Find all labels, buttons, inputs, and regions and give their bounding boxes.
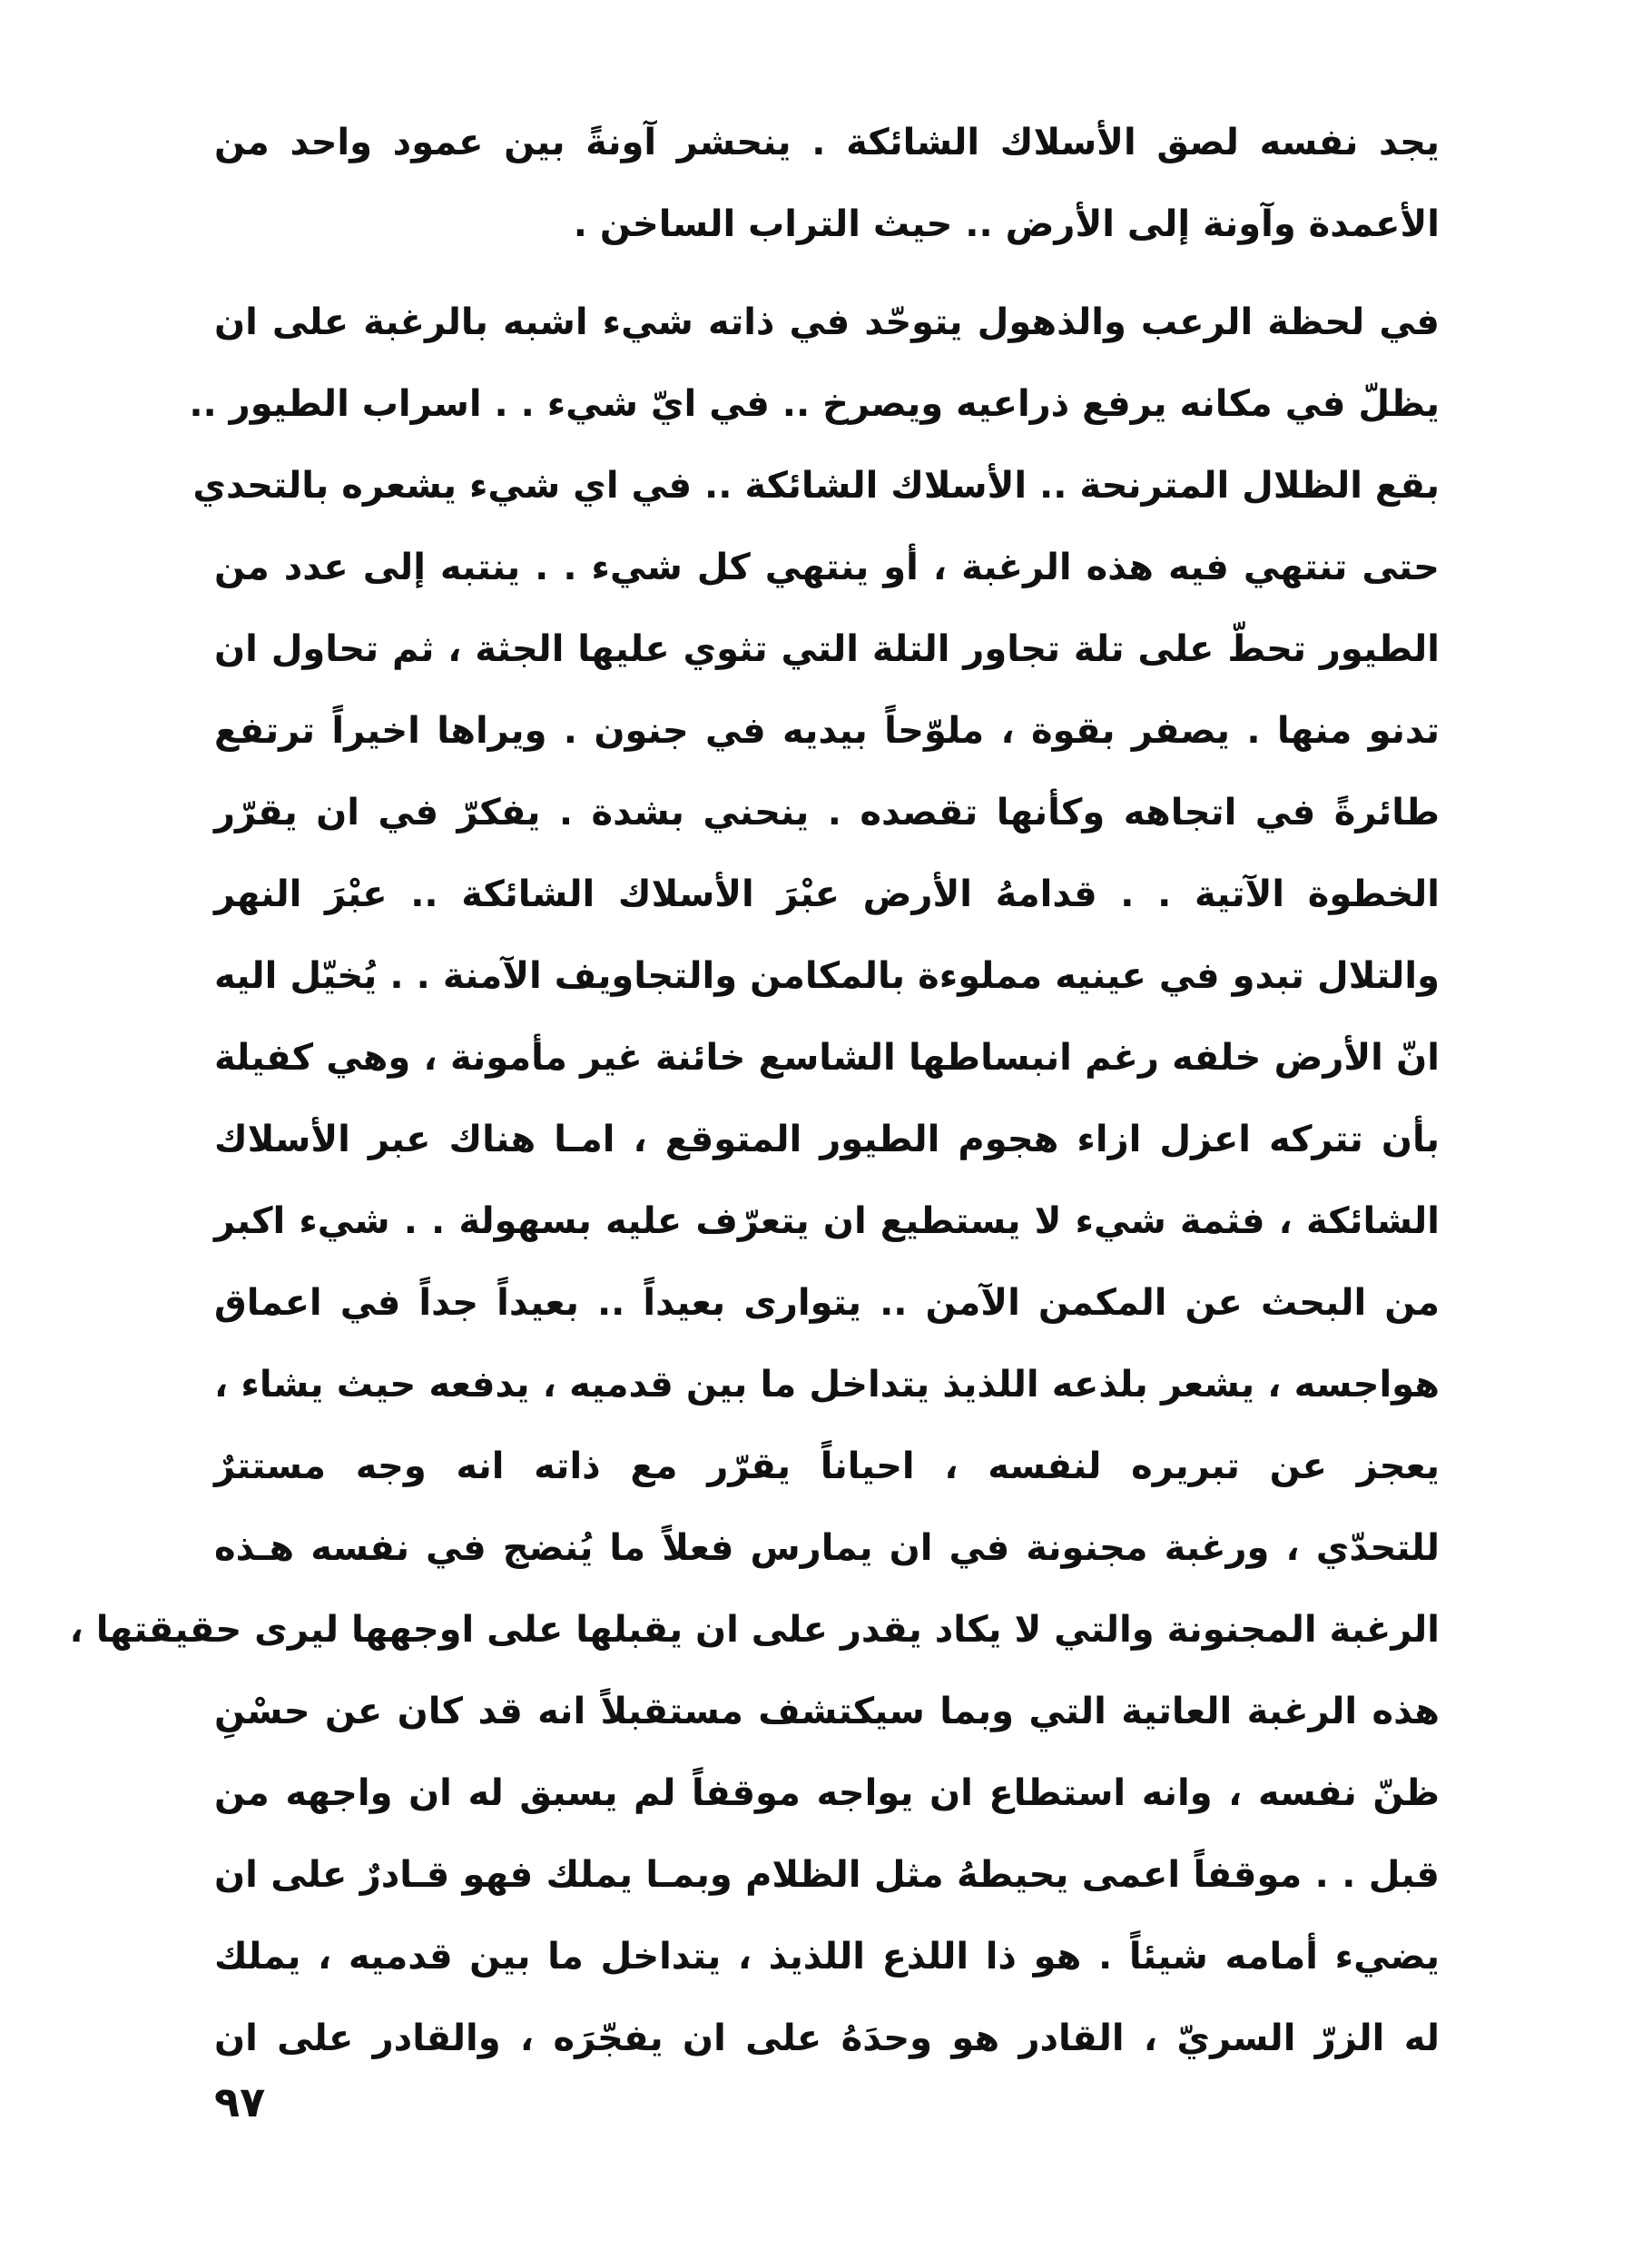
text-line: طائرةً في اتجاهه وكأنها تقصده . ينحني بشدة . يفكرّ في ان يقرّر (214, 792, 1440, 834)
text-line: هواجسه ، يشعر بلذعه اللذيذ يتداخل ما بين قدميه ، يدفعه حيث يشاء ، (214, 1364, 1440, 1406)
text-line: يعجز عن تبريره لنفسه ، احياناً يقرّر مع ذاته انه وجه مستترٌ (214, 1445, 1440, 1487)
text-line: في لحظة الرعب والذهول يتوحّد في ذاته شيء اشبه بالرغبة على ان (214, 301, 1440, 343)
text-line: ظنّ نفسه ، وانه استطاع ان يواجه موقفاً لم يسبق له ان واجهه من (214, 1772, 1440, 1814)
text-line: والتلال تبدو في عينيه مملوءة بالمكامن والتجاويف الآمنة . . يُخيّل اليه (214, 955, 1440, 997)
text-line: بقع الظلال المترنحة .. الأسلاك الشائكة .. في اي شيء يشعره بالتحدي (192, 465, 1440, 507)
paragraph-gap (214, 265, 1440, 281)
page-number: ٩٧ (214, 2077, 266, 2126)
text-line: من البحث عن المكمن الآمن .. يتوارى بعيداً .. بعيداً جداً في اعماق (214, 1282, 1440, 1324)
body-text (69, 102, 1440, 2079)
text-line: بأن تتركه اعزل ازاء هجوم الطيور المتوقع ، امـا هناك عبر الأسلاك (214, 1119, 1440, 1160)
text-line: انّ الأرض خلفه رغم انبساطها الشاسع خائنة غير مأمونة ، وهي كفيلة (214, 1037, 1440, 1079)
text-line: قبل . . موقفاً اعمى يحيطهُ مثل الظلام وبمـا يملك فهو قـادرٌ على ان (214, 1854, 1440, 1896)
text-line: الرغبة المجنونة والتي لا يكاد يقدر على ان يقبلها على اوجهها ليرى حقيقتها ، (69, 1609, 1440, 1651)
text-line: يظلّ في مكانه يرفع ذراعيه ويصرخ .. في ايّ شيء . . اسراب الطيور .. (189, 383, 1440, 425)
text-line: للتحدّي ، ورغبة مجنونة في ان يمارس فعلاً ما يُنضج في نفسه هـذه (214, 1527, 1440, 1569)
text-line: حتى تنتهي فيه هذه الرغبة ، أو ينتهي كل شيء . . ينتبه إلى عدد من (214, 547, 1440, 588)
text-line: له الزرّ السريّ ، القادر هو وحدَهُ على ان يفجّرَه ، والقادر على ان (214, 2017, 1440, 2059)
paragraph-2 (69, 281, 1440, 2079)
text-line: الأعمدة وآونة إلى الأرض .. حيث التراب الساخن . (573, 203, 1440, 245)
text-line: تدنو منها . يصفر بقوة ، ملوّحاً بيديه في جنون . ويراها اخيراً ترتفع (214, 710, 1440, 752)
text-line: الطيور تحطّ على تلة تجاور التلة التي تثوي عليها الجثة ، ثم تحاول ان (214, 628, 1440, 670)
text-line: هذه الرغبة العاتية التي وبما سيكتشف مستقبلاً انه قد كان عن حسْنِ (214, 1691, 1440, 1732)
text-line: الشائكة ، فثمة شيء لا يستطيع ان يتعرّف عليه بسهولة . . شيء اكبر (214, 1200, 1440, 1242)
text-line: يضيء أمامه شيئاً . هو ذا اللذع اللذيذ ، يتداخل ما بين قدميه ، يملك (214, 1936, 1440, 1978)
text-line: يجد نفسه لصق الأسلاك الشائكة . ينحشر آونةً بين عمود واحد من (214, 122, 1440, 163)
text-line: الخطوة الآتية . . قدامهُ الأرض عبْرَ الأسلاك الشائكة .. عبْرَ النهر (214, 873, 1440, 915)
paragraph-1 (214, 102, 1440, 265)
